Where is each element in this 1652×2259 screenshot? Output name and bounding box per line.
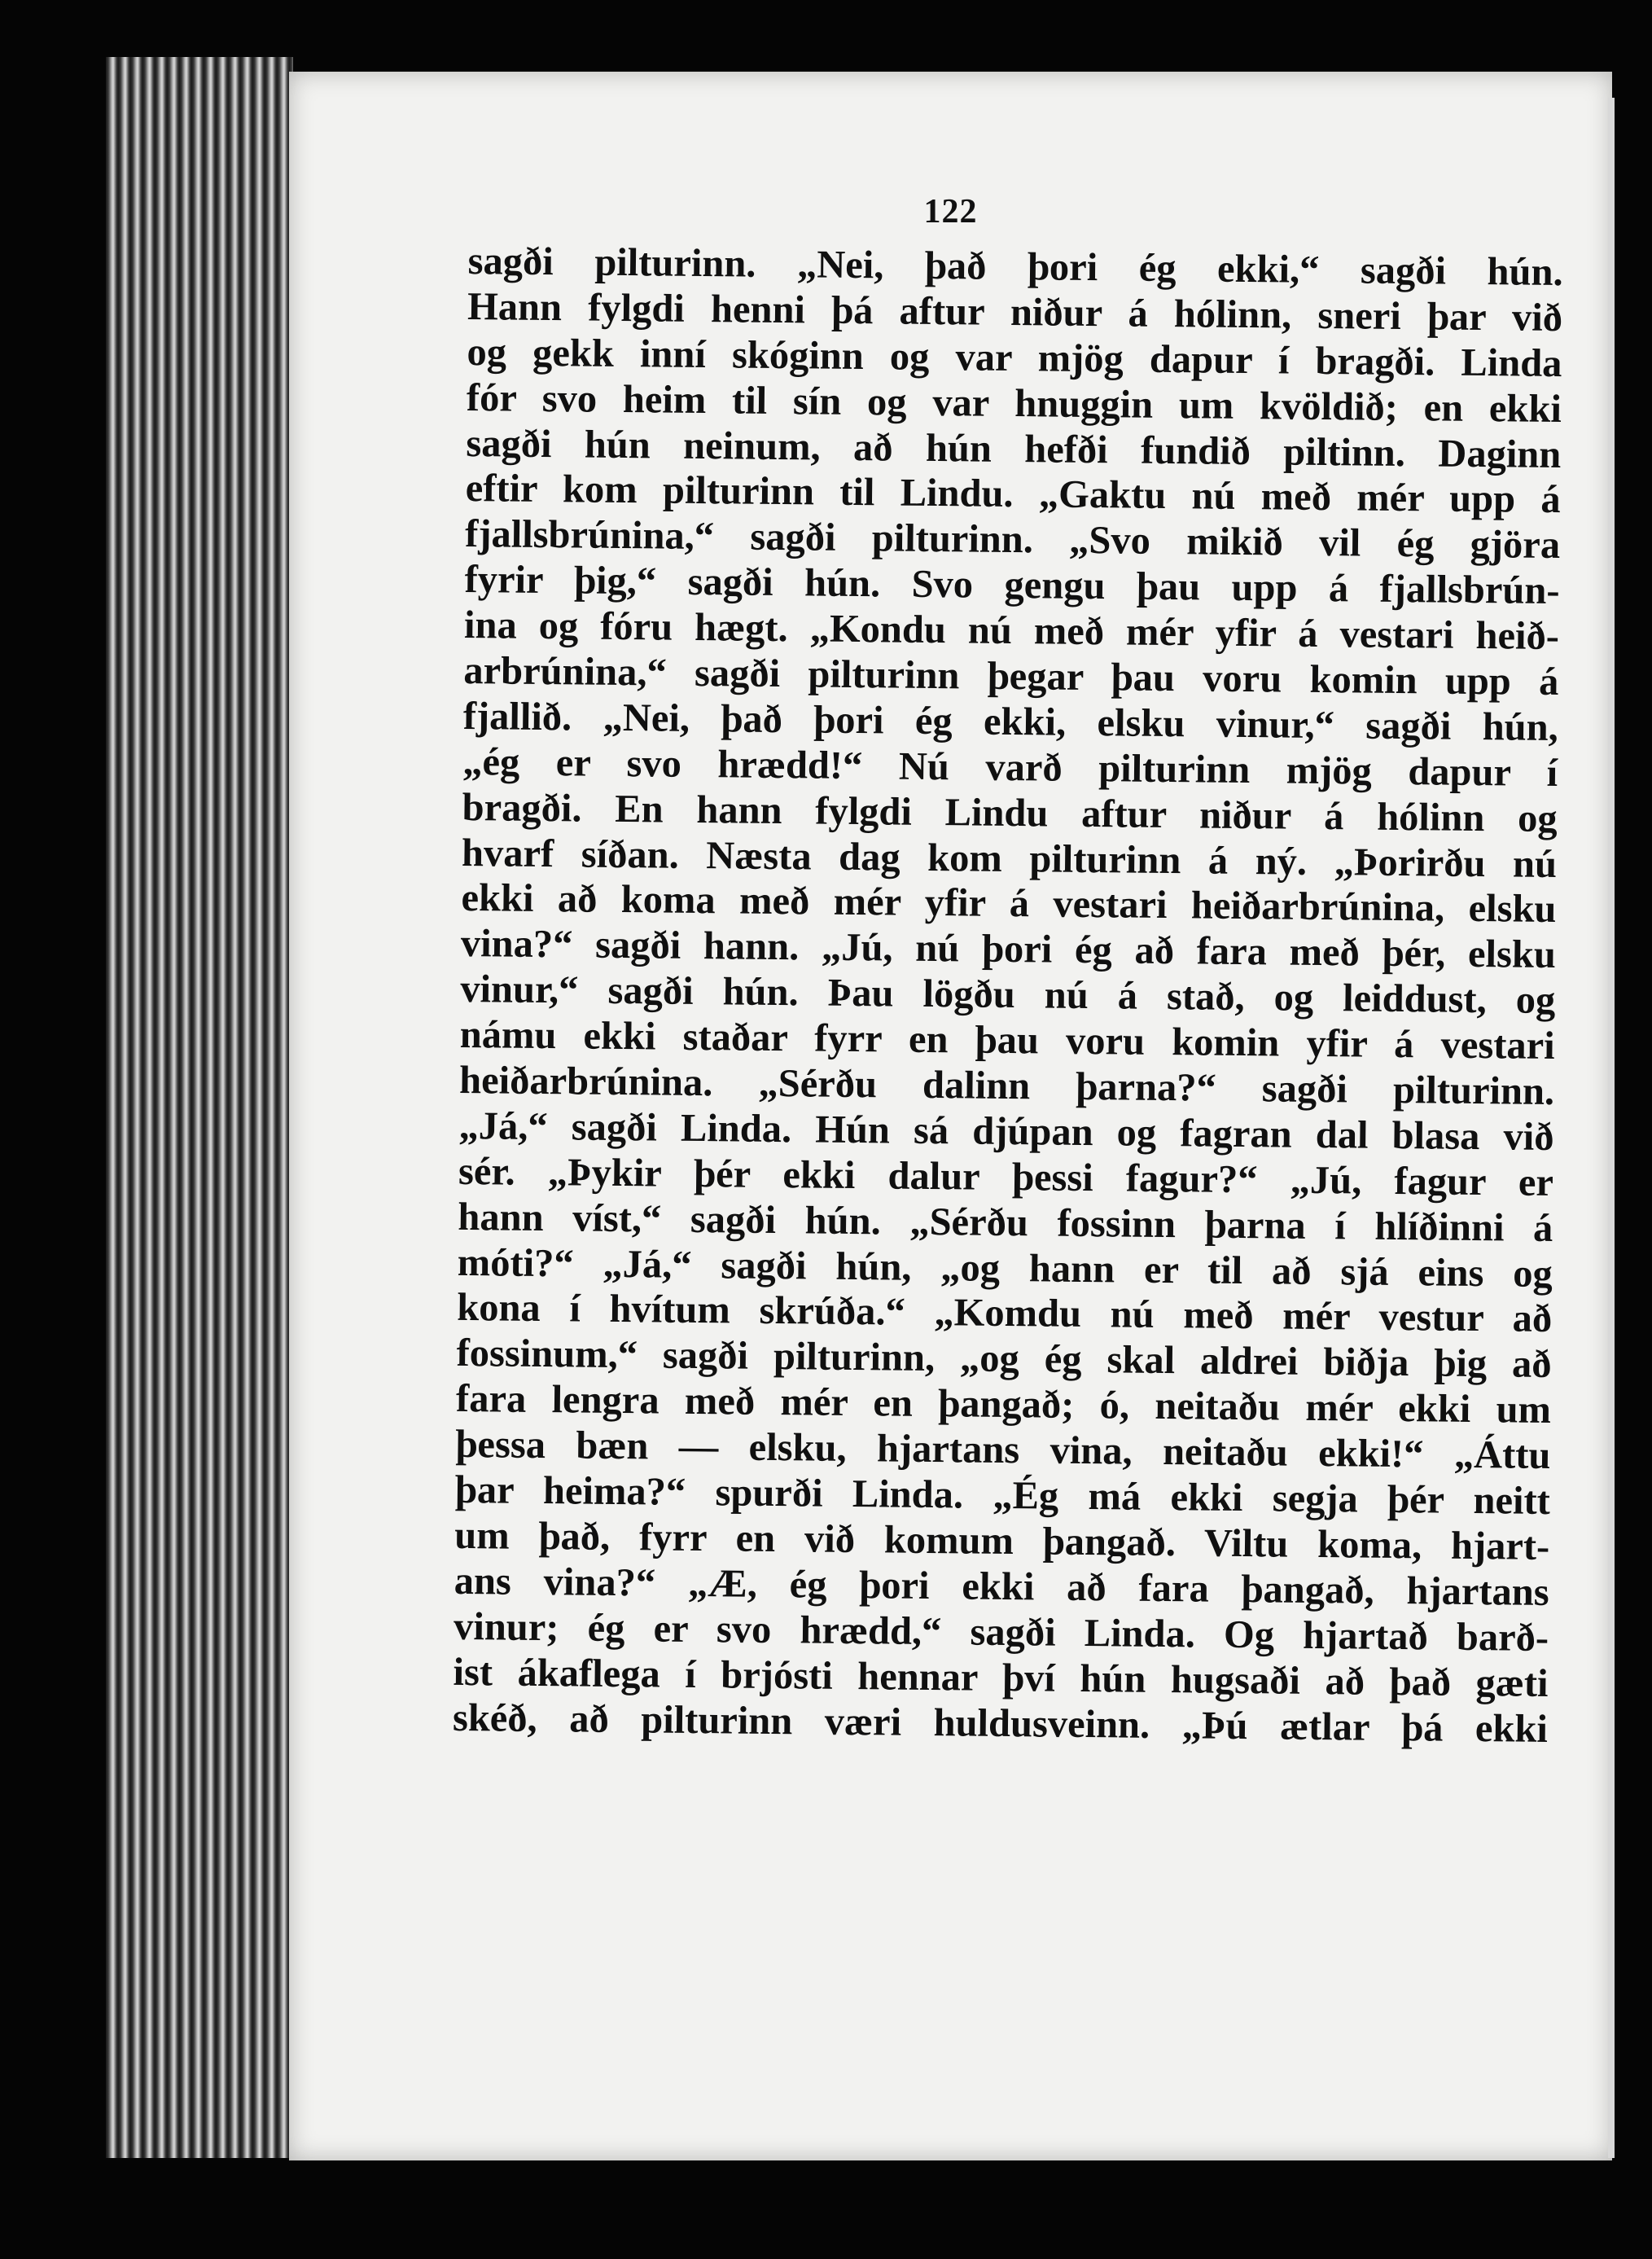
book-page-edges xyxy=(106,57,293,2158)
page-number: 122 xyxy=(923,193,978,230)
text-line: heiðarbrúnina. „Sérðu dalinn þarna?“ sagði pilturinn. xyxy=(458,1058,1555,1114)
text-line: fara lengra með mér en þangað; ó, neitaðu mér ekki um xyxy=(455,1377,1552,1432)
text-line: fyrir þig,“ sagði hún. Svo gengu þau upp á fjallsbrún- xyxy=(464,558,1560,613)
text-line: hvarf síðan. Næsta dag kom pilturinn á ný. „Þorirðu nú xyxy=(461,831,1558,886)
text-line: sagði hún neinum, að hún hefði fundið piltinn. Daginn xyxy=(466,421,1562,476)
text-line: þar heima?“ spurði Linda. „Ég má ekki segja þér neitt xyxy=(454,1467,1551,1524)
text-line: sagði pilturinn. „Nei, það þori ég ekki,“ sagði hún. xyxy=(467,239,1563,295)
text-line: vinur,“ sagði hún. Þau lögðu nú á stað, og leiddust, og xyxy=(460,967,1556,1023)
body-text xyxy=(453,239,1563,1752)
text-line: Hann fylgdi henni þá aftur niður á hólinn, sneri þar við xyxy=(467,284,1563,340)
text-line: vina?“ sagði hann. „Jú, nú þori ég að fara með þér, elsku xyxy=(460,922,1557,977)
text-line: fjallið. „Nei, það þori ég ekki, elsku vinur,“ sagði hún, xyxy=(462,694,1559,749)
text-line: ist ákaflega í brjósti hennar því hún hugsaði að það gæti xyxy=(453,1650,1549,1705)
text-line: „ég er svo hrædd!“ Nú varð pilturinn mjög dapur í xyxy=(462,739,1558,795)
text-line: fór svo heim til sín og var hnuggin um kvöldið; en ekki xyxy=(466,375,1562,431)
text-line: „Já,“ sagði Linda. Hún sá djúpan og fagran dal blasa við xyxy=(458,1103,1554,1159)
text-line: eftir kom pilturinn til Lindu. „Gaktu nú með mér upp á xyxy=(465,467,1561,522)
text-line: skéð, að pilturinn væri huldusveinn. „Þú ætlar þá ekki xyxy=(452,1695,1549,1751)
text-line: og gekk inní skóginn og var mjög dapur í bragði. Linda xyxy=(467,330,1562,385)
text-line: vinur; ég er svo hrædd,“ sagði Linda. Og hjartað barð- xyxy=(453,1604,1549,1660)
text-line: hann víst,“ sagði hún. „Sérðu fossinn þarna í hlíðinni á xyxy=(458,1195,1553,1250)
text-line: fjallsbrúnina,“ sagði pilturinn. „Svo mikið vil ég gjöra xyxy=(464,512,1561,568)
text-line: fossinum,“ sagði pilturinn, „og ég skal aldrei biðja þig að xyxy=(456,1331,1552,1387)
text-line: ans vina?“ „Æ, ég þori ekki að fara þangað, hjartans xyxy=(454,1559,1549,1614)
text-line: sér. „Þykir þér ekki dalur þessi fagur?“ „Jú, fagur er xyxy=(458,1149,1554,1204)
book-page xyxy=(289,72,1612,2160)
text-line: um það, fyrr en við komum þangað. Viltu koma, hjart- xyxy=(454,1513,1550,1568)
text-line: arbrúnina,“ sagði pilturinn þegar þau voru komin upp á xyxy=(463,648,1559,704)
text-line: móti?“ „Já,“ sagði hún, „og hann er til að sjá eins og xyxy=(457,1240,1553,1296)
text-line: ina og fóru hægt. „Kondu nú með mér yfir á vestari heið- xyxy=(463,603,1560,659)
text-line: ekki að koma með mér yfir á vestari heiðarbrúnina, elsku xyxy=(461,876,1557,932)
text-line: kona í hvítum skrúða.“ „Komdu nú með mér vestur að xyxy=(456,1286,1553,1341)
text-line: þessa bæn — elsku, hjartans vina, neitaðu ekki!“ „Áttu xyxy=(455,1423,1551,1478)
text-line: námu ekki staðar fyrr en þau voru komin yfir á vestari xyxy=(459,1013,1555,1068)
text-line: bragði. En hann fylgdi Lindu aftur niður á hólinn og xyxy=(462,785,1558,840)
page-right-edge xyxy=(1608,98,1615,2158)
